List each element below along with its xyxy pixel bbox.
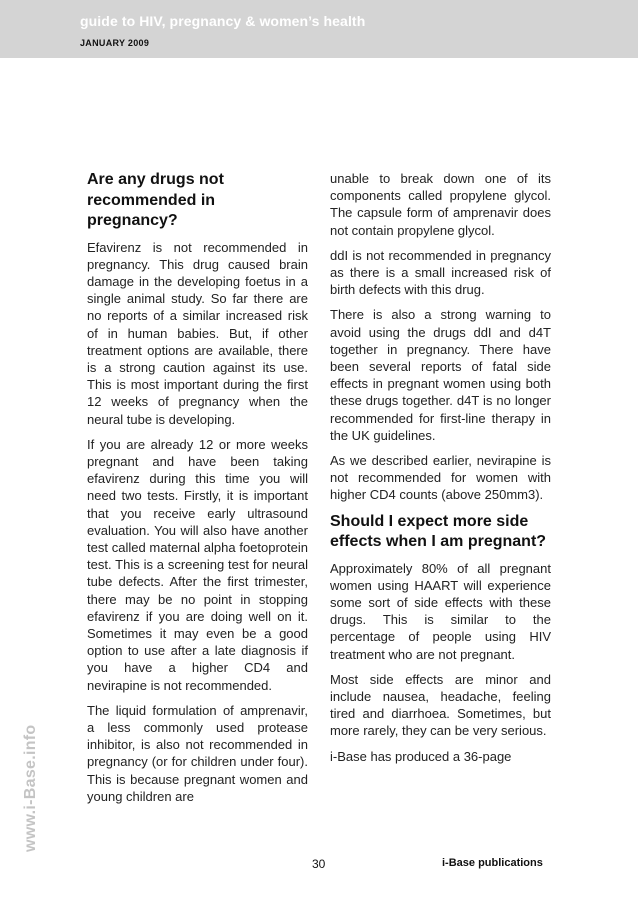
paragraph: unable to break down one of its components called propylene glycol. The capsule form of amprenavir does not contain propylene glycol. [330,171,551,238]
section-heading-drugs: Are any drugs not recommended in pregnancy? [87,171,224,229]
header-date: JANUARY 2009 [80,38,150,48]
paragraph: Approximately 80% of all pregnant women using HAART will experience some sort of side effects with these drugs. This is similar to the percentage of people using HIV treatment who are not pregnant. [330,560,551,662]
section-heading-side-effects: Should I expect more side effects when I am pregnant? [330,512,547,551]
side-url: www.i-Base.info [22,724,39,852]
header-title: guide to HIV, pregnancy & women’s health [80,13,366,29]
paragraph: ddI is not recommended in pregnancy as there is a small increased risk of birth defects with this drug. [330,247,551,298]
paragraph: Most side effects are minor and include nausea, headache, feeling tired and diarrhoea. Sometimes, but more rarely, they can be very serious. [330,671,551,739]
left-column [87,170,308,813]
page-number: 30 [312,857,326,871]
paragraph: There is also a strong warning to avoid using the drugs ddI and d4T together in pregnancy. There have been several reports of fatal side effects in pregnant women using both these drugs together. d4T is no longer recommended for first-line therapy in the UK guidelines. [330,307,551,443]
paragraph: Efavirenz is not recommended in pregnancy. This drug caused brain damage in the developing foetus in a single animal study. So far there are no reports of a similar increased risk of in human babies. But, if other treatment options are available, there is a strong caution against its use. This is most important during the first 12 weeks of pregnancy when the neural tube is developing. [87,239,308,427]
paragraph: If you are already 12 or more weeks pregnant and have been taking efavirenz during this time you will need two tests. Firstly, it is important that you receive early ultrasound evaluation. You will also have another test called maternal alpha foetoprotein test. This is a screening test for neural tube defects. After the first trimester, there may be no point in stopping efavirenz if you are doing well on it. Sometimes it may even be a good option to use after a late diagnosis if you have a higher CD4 and nevirapine is not recommended. [87,436,308,693]
page-header [0,0,638,58]
paragraph: As we described earlier, nevirapine is not recommended for women with higher CD4 counts (above 250mm3). [330,453,551,503]
publisher-name: i-Base publications [442,857,543,869]
paragraph: The liquid formulation of amprenavir, a less commonly used protease inhibitor, is also not recommended in pregnancy (or for children under four). This is because pregnant women and young children are [87,702,308,804]
paragraph: i-Base has produced a 36-page [330,748,512,764]
right-column [330,170,551,773]
